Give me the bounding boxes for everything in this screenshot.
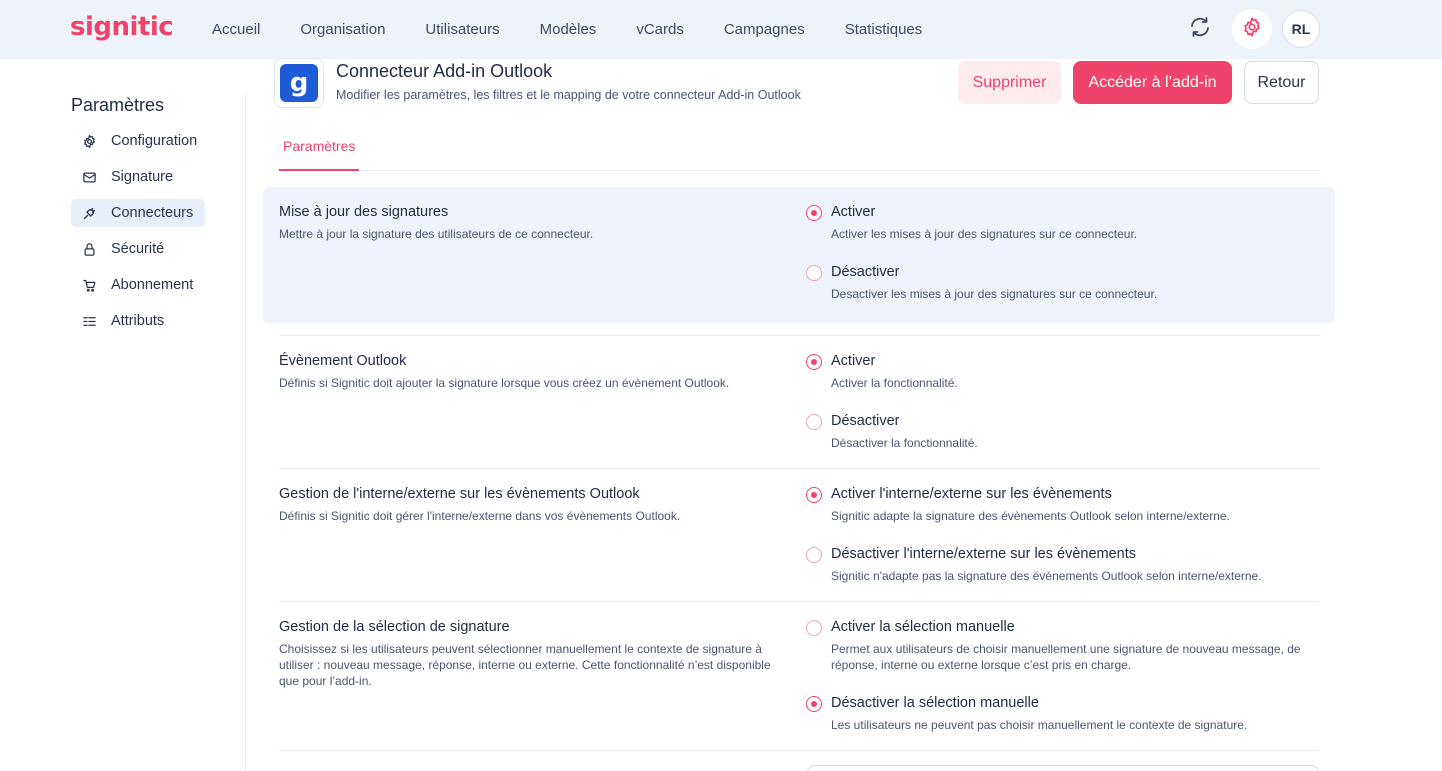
radio-button[interactable] xyxy=(806,265,822,281)
option-desactiver-selection-manuelle[interactable] xyxy=(806,695,1306,735)
radio-button[interactable] xyxy=(806,696,822,712)
setting-row-outlook-event xyxy=(263,336,1335,468)
back-button[interactable]: Retour xyxy=(1244,61,1319,104)
option-description: Désactiver la fonctionnalité. xyxy=(831,436,978,450)
radio-button[interactable] xyxy=(806,487,822,503)
nav-link-campagnes[interactable]: Campagnes xyxy=(723,21,805,38)
signitic-logo[interactable]: signitic xyxy=(70,12,174,42)
nav-link-vcards[interactable]: vCards xyxy=(636,21,684,38)
plug-icon xyxy=(81,205,97,221)
next-setting-control[interactable] xyxy=(807,765,1319,771)
option-description: Signitic adapte la signature des évènements Outlook selon interne/externe. xyxy=(831,509,1230,523)
mail-icon xyxy=(81,169,97,185)
list-icon xyxy=(81,313,97,329)
option-description: Les utilisateurs ne peuvent pas choisir manuellement le contexte de signature. xyxy=(831,718,1248,732)
nav-actions xyxy=(1168,9,1320,49)
top-navigation xyxy=(0,0,1442,59)
setting-title: Gestion de la sélection de signature xyxy=(279,619,510,635)
option-description: Activer la fonctionnalité. xyxy=(831,376,958,390)
lock-icon xyxy=(81,241,97,257)
cart-icon xyxy=(81,277,97,293)
option-label: Activer xyxy=(831,353,876,369)
setting-description: Définis si Signitic doit gérer l'interne/externe dans vos évènements Outlook. xyxy=(279,509,681,523)
option-desactiver-interne-externe[interactable] xyxy=(806,546,1306,586)
option-description: Activer les mises à jour des signatures sur ce connecteur. xyxy=(831,227,1138,241)
setting-description: Mettre à jour la signature des utilisateurs de ce connecteur. xyxy=(279,227,594,241)
sidebar-item-attributs[interactable] xyxy=(71,307,205,335)
setting-description: Définis si Signitic doit ajouter la signature lorsque vous créez un évènement Outlook. xyxy=(279,376,730,390)
sync-button[interactable] xyxy=(1180,9,1220,49)
page-subtitle: Modifier les paramètres, les filtres et le mapping de votre connecteur Add-in Outlook xyxy=(336,88,801,102)
sidebar-item-abonnement[interactable] xyxy=(71,271,205,299)
nav-link-accueil[interactable]: Accueil xyxy=(212,21,261,38)
option-label: Activer xyxy=(831,204,876,220)
setting-title: Gestion de l'interne/externe sur les évènements Outlook xyxy=(279,486,640,502)
radio-button[interactable] xyxy=(806,205,822,221)
sidebar-item-label: Sécurité xyxy=(111,241,165,257)
sidebar-item-label: Signature xyxy=(111,169,174,185)
option-label: Désactiver l'interne/externe sur les évènements xyxy=(831,546,1136,562)
sidebar-item-signature[interactable] xyxy=(71,163,205,191)
connector-logo-letter: g xyxy=(280,64,318,102)
delete-button[interactable]: Supprimer xyxy=(958,61,1061,104)
sidebar-item-securite[interactable] xyxy=(71,235,205,263)
nav-link-organisation[interactable]: Organisation xyxy=(300,21,386,38)
main-nav-links xyxy=(212,0,962,59)
gear-icon xyxy=(81,133,97,149)
access-addin-button[interactable]: Accéder à l’add-in xyxy=(1073,61,1232,104)
sidebar-item-configuration[interactable] xyxy=(71,127,205,155)
option-label: Désactiver la sélection manuelle xyxy=(831,695,1039,711)
row-divider xyxy=(279,750,1319,751)
radio-button[interactable] xyxy=(806,547,822,563)
radio-button[interactable] xyxy=(806,354,822,370)
connector-logo xyxy=(274,58,324,108)
setting-description: Choisissez si les utilisateurs peuvent sélectionner manuellement le contexte de signature à utiliser : nouveau message, réponse, interne ou externe. Cette fonctionnalité n’est disponible que pour l’add-in. xyxy=(279,642,771,688)
option-desactiver[interactable] xyxy=(806,264,1306,304)
radio-button[interactable] xyxy=(806,414,822,430)
option-description: Signitic n'adapte pas la signature des évènements Outlook selon interne/externe. xyxy=(831,569,1262,583)
settings-button[interactable] xyxy=(1232,9,1272,49)
settings-sidebar xyxy=(71,95,246,343)
setting-row-internal-external-events xyxy=(263,469,1335,601)
setting-row-update-signatures xyxy=(263,187,1335,323)
option-description: Desactiver les mises à jour des signatures sur ce connecteur. xyxy=(831,287,1158,301)
setting-row-signature-selection xyxy=(263,602,1335,750)
option-activer[interactable] xyxy=(806,353,1306,393)
tab-bar xyxy=(279,131,1319,171)
page-title: Connecteur Add-in Outlook xyxy=(336,61,553,81)
gear-icon xyxy=(1241,16,1263,43)
nav-link-modeles[interactable]: Modèles xyxy=(539,21,597,38)
nav-link-utilisateurs[interactable]: Utilisateurs xyxy=(425,21,500,38)
setting-title: Évènement Outlook xyxy=(279,353,407,369)
option-desactiver[interactable] xyxy=(806,413,1306,453)
option-activer[interactable] xyxy=(806,204,1306,244)
sidebar-title: Paramètres xyxy=(71,95,165,115)
sync-icon xyxy=(1188,15,1212,44)
option-description: Permet aux utilisateurs de choisir manuellement une signature de nouveau message, de réponse, interne ou externe lorsque c’est pris en charge. xyxy=(831,642,1301,672)
option-label: Désactiver xyxy=(831,264,900,280)
radio-button[interactable] xyxy=(806,620,822,636)
setting-title: Mise à jour des signatures xyxy=(279,204,449,220)
option-activer-selection-manuelle[interactable] xyxy=(806,619,1306,675)
user-avatar[interactable]: RL xyxy=(1282,10,1320,48)
option-activer-interne-externe[interactable] xyxy=(806,486,1306,526)
sidebar-item-label: Abonnement xyxy=(111,277,194,293)
sidebar-item-connecteurs[interactable] xyxy=(71,199,205,227)
tab-parametres[interactable]: Paramètres xyxy=(279,131,359,171)
sidebar-item-label: Attributs xyxy=(111,313,165,329)
option-label: Activer l'interne/externe sur les évènements xyxy=(831,486,1112,502)
option-label: Activer la sélection manuelle xyxy=(831,619,1015,635)
sidebar-item-label: Configuration xyxy=(111,133,198,149)
option-label: Désactiver xyxy=(831,413,900,429)
sidebar-item-label: Connecteurs xyxy=(111,205,194,221)
nav-link-statistiques[interactable]: Statistiques xyxy=(844,21,923,38)
